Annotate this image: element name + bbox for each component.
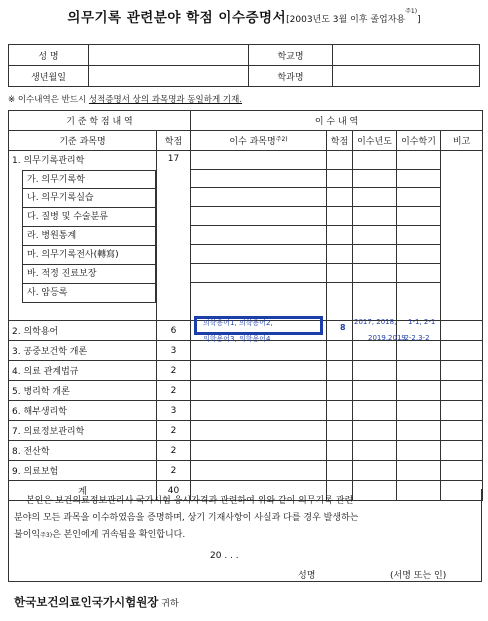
row9-semester[interactable]: [397, 461, 441, 481]
row6-semester[interactable]: [397, 401, 441, 421]
subitem: 가. 의무기록학: [22, 170, 156, 189]
filled-credits: 8: [340, 323, 346, 332]
row-credits: 2: [157, 381, 191, 401]
subitem: 바. 적정 진료보장: [22, 265, 156, 284]
school-label: 학교명: [249, 45, 333, 66]
row4-remark[interactable]: [441, 361, 483, 381]
row-label: 2. 의학용어: [9, 321, 157, 341]
row5-taken-credits[interactable]: [327, 381, 353, 401]
row-credits: 2: [157, 441, 191, 461]
dept-field[interactable]: [333, 66, 480, 87]
row3-taken-credits[interactable]: [327, 341, 353, 361]
row4-semester[interactable]: [397, 361, 441, 381]
birth-label: 생년월일: [9, 66, 89, 87]
filled-sem-line2: , 2-2,3-2: [400, 334, 430, 342]
note-underlined: 성적증명서 상의 과목명과 동일하게 기재.: [88, 95, 243, 105]
row1-year[interactable]: [353, 151, 397, 321]
col-taken-course: 이수 과목명$^{주2)}$: [191, 131, 327, 151]
name-label: 성 명: [9, 45, 89, 66]
row7-year[interactable]: [353, 421, 397, 441]
row-label: 7. 의료정보관리학: [9, 421, 157, 441]
row8-taken-course[interactable]: [191, 441, 327, 461]
filled-year-line1: 2017, 2018,: [354, 318, 397, 326]
row8-year[interactable]: [353, 441, 397, 461]
title-main: 의무기록 관련분야 학점 이수증명서: [67, 10, 287, 26]
row-label: 9. 의료보험: [9, 461, 157, 481]
filled-sem-line1: 1-1, 2-1: [408, 318, 436, 326]
statement-line2: 분야의 모든 과목을 이수하였음을 증명하며, 상기 기재사항이 사실과 다를 경우 발생하는: [14, 513, 359, 523]
row6-remark[interactable]: [441, 401, 483, 421]
row9-taken-credits[interactable]: [327, 461, 353, 481]
row1-semester[interactable]: [397, 151, 441, 321]
filled-course-line1: 의학용어1, 의학용어2,: [203, 319, 273, 327]
row5-year[interactable]: [353, 381, 397, 401]
row8-taken-credits[interactable]: [327, 441, 353, 461]
statement-line3: 불이익$^{주3)}$은 본인에게 귀속됨을 확인합니다.: [14, 530, 186, 540]
row4-year[interactable]: [353, 361, 397, 381]
row8-semester[interactable]: [397, 441, 441, 461]
row3-semester[interactable]: [397, 341, 441, 361]
row-credits: 3: [157, 341, 191, 361]
row3-remark[interactable]: [441, 341, 483, 361]
col-taken-credits: 학점: [327, 131, 353, 151]
row-credits: 3: [157, 401, 191, 421]
row5-semester[interactable]: [397, 381, 441, 401]
row7-taken-course[interactable]: [191, 421, 327, 441]
filled-course-line2: 의학용어3, 의학용어4: [203, 335, 271, 343]
row-label: 3. 공중보건학 개론: [9, 341, 157, 361]
dept-label: 학과명: [249, 66, 333, 87]
col-semester: 이수학기: [397, 131, 441, 151]
row-label: 5. 병리학 개론: [9, 381, 157, 401]
row5-taken-course[interactable]: [191, 381, 327, 401]
statement-text: [14, 493, 476, 544]
statement-line1: 본인은 보건의료정보관리사 국가시험 응시자격과 관련하여 위와 같이 의무기록 관련: [26, 496, 354, 506]
col-year: 이수년도: [353, 131, 397, 151]
subitem: 라. 병원통계: [22, 227, 156, 246]
name-field[interactable]: [89, 45, 249, 66]
row-medical-records: [9, 151, 157, 321]
applicant-info-table: [8, 44, 480, 87]
row-label: 4. 의료 관계법규: [9, 361, 157, 381]
row4-taken-course[interactable]: [191, 361, 327, 381]
recipient: [14, 594, 179, 610]
subitem: 나. 의무기록실습: [22, 189, 156, 208]
total-label: 계: [9, 481, 157, 501]
row-label: 8. 전산학: [9, 441, 157, 461]
recipient-name: 한국보건의료인국가시험원장: [14, 595, 159, 609]
total-credits: 40: [157, 481, 191, 501]
subitem: 마. 의무기록전사(轉寫): [22, 246, 156, 265]
date-field[interactable]: 20 . . .: [210, 551, 239, 561]
row9-year[interactable]: [353, 461, 397, 481]
row7-remark[interactable]: [441, 421, 483, 441]
subitem: 다. 질병 및 수술분류: [22, 208, 156, 227]
birth-field[interactable]: [89, 66, 249, 87]
signature-note: (서명 또는 인): [390, 571, 447, 581]
row1-taken-course[interactable]: [191, 151, 327, 321]
row-credits: 2: [157, 421, 191, 441]
row6-taken-credits[interactable]: [327, 401, 353, 421]
row3-year[interactable]: [353, 341, 397, 361]
col-credits: 학점: [157, 131, 191, 151]
row9-taken-course[interactable]: [191, 461, 327, 481]
filled-year-line2: 2019,2019: [368, 334, 406, 342]
col-course: 기준 과목명: [9, 131, 157, 151]
row1-label: 1. 의무기록관리학: [12, 156, 85, 166]
signature-name-label: 성명: [298, 571, 316, 581]
row1-remark[interactable]: [441, 151, 483, 321]
header-completed: 이 수 내 역: [191, 111, 483, 131]
row2-remark[interactable]: [441, 321, 483, 341]
col-remark: 비고: [441, 131, 483, 151]
note-prefix: ※ 이수내역은 반드시: [8, 95, 89, 105]
row8-remark[interactable]: [441, 441, 483, 461]
row6-year[interactable]: [353, 401, 397, 421]
recipient-suffix: 귀하: [158, 599, 179, 609]
header-standard: 기 준 학 점 내 역: [9, 111, 191, 131]
subitem-list: [22, 170, 156, 303]
row9-remark[interactable]: [441, 461, 483, 481]
row-credits: 2: [157, 461, 191, 481]
row-label: 6. 해부생리학: [9, 401, 157, 421]
credits-table: [8, 110, 483, 501]
row1-credits: 17: [157, 151, 191, 321]
subitem: 사. 암등록: [22, 284, 156, 303]
school-field[interactable]: [333, 45, 480, 66]
row6-taken-course[interactable]: [191, 401, 327, 421]
instruction-note: [8, 93, 242, 105]
row-credits: 2: [157, 361, 191, 381]
document-title: [0, 6, 488, 26]
row7-semester[interactable]: [397, 421, 441, 441]
title-sub: [2003년도 3월 이후 졸업자용: [286, 15, 406, 25]
title-sup: 주1): [405, 8, 418, 15]
row5-remark[interactable]: [441, 381, 483, 401]
row7-taken-credits[interactable]: [327, 421, 353, 441]
row1-taken-credits[interactable]: [327, 151, 353, 321]
row-credits: 6: [157, 321, 191, 341]
title-close: ]: [417, 15, 421, 25]
row4-taken-credits[interactable]: [327, 361, 353, 381]
